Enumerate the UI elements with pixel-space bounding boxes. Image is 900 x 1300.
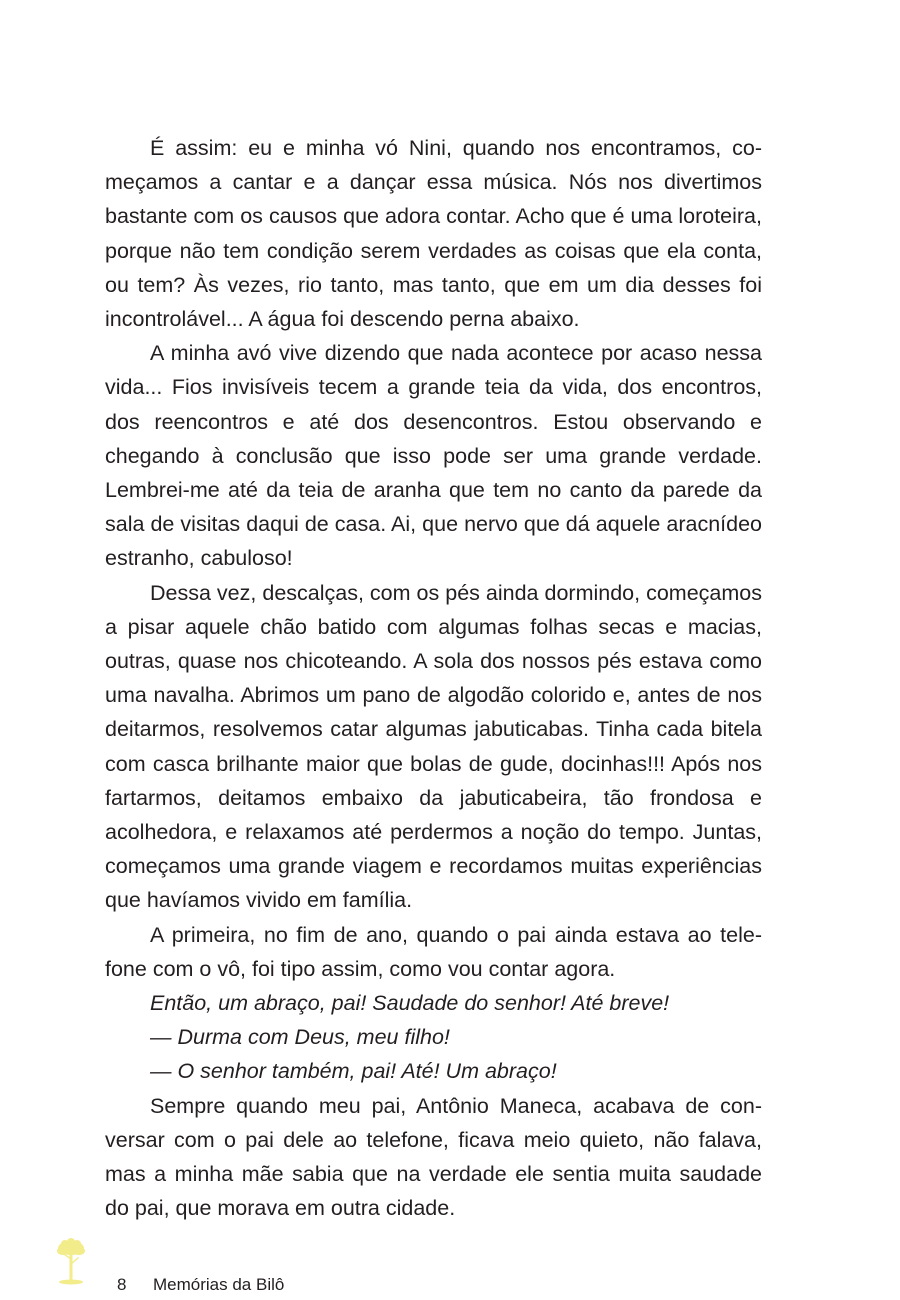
dialogue-line: Então, um abraço, pai! Saudade do senhor! Até breve! [150, 991, 670, 1016]
paragraph: A minha avó vive dizendo que nada acontece por acaso nessa vida... Fios invisíveis tecem a grande teia da vida, dos encontros, dos reencontros e até dos desencontros. Estou observando e chegando à conclusão que isso pode ser uma grande verdade. Lembrei-me até da teia de aranha que tem no canto da parede da sala de visitas daqui de casa. Ai, que nervo que dá aquele aracnídeo estranho, cabuloso! [105, 341, 762, 571]
paragraph: Dessa vez, descalças, com os pés ainda dormindo, começamos a pisar aquele chão batido com algumas folhas secas e macias, outras, quase nos chicoteando. A sola dos nossos pés estava como uma navalha. Abrimos um pano de algodão colorido e, antes de nos deitarmos, resolvemos catar algumas jabuticabas. Tinha cada bitela com casca brilhante maior que bolas de gude, docinhas!!! Após nos fartarmos, deitamos embaixo da jabuticabeira, tão frondosa e acolhedora, e relaxamos até perdermos a noção do tempo. Juntas, começamos uma grande viagem e recordamos muitas experiências que havíamos vivido em família. [105, 580, 762, 913]
tree-icon [55, 1238, 87, 1288]
dialogue-line: — Durma com Deus, meu filho! [150, 1025, 450, 1050]
dialogue-line: — O senhor também, pai! Até! Um abraço! [150, 1059, 557, 1084]
book-title: Memórias da Bilô [153, 1275, 285, 1294]
paragraph: É assim: eu e minha vó Nini, quando nos encontramos, começamos a cantar e a dançar essa música. Nós nos divertimos bastante com os causos que adora contar. Acho que é uma loroteira, porque não tem condição serem verdades as coisas que ela conta, ou tem? Às vezes, rio tanto, mas tanto, que em um dia desses foi incontrolável... A água foi descendo perna abaixo. [105, 136, 762, 332]
page-number: 8 [117, 1275, 127, 1294]
paragraph: A primeira, no fim de ano, quando o pai ainda estava ao telefone com o vô, foi tipo assim, como vou contar agora. [105, 922, 762, 981]
page-body [105, 131, 762, 1226]
paragraph: Sempre quando meu pai, Antônio Maneca, acabava de conversar com o pai dele ao telefone, ficava meio quieto, não falava, mas a minha mãe sabia que na verdade ele sentia muita saudade do pai, que morava em outra cidade. [105, 1093, 762, 1221]
page-footer [55, 1238, 455, 1294]
